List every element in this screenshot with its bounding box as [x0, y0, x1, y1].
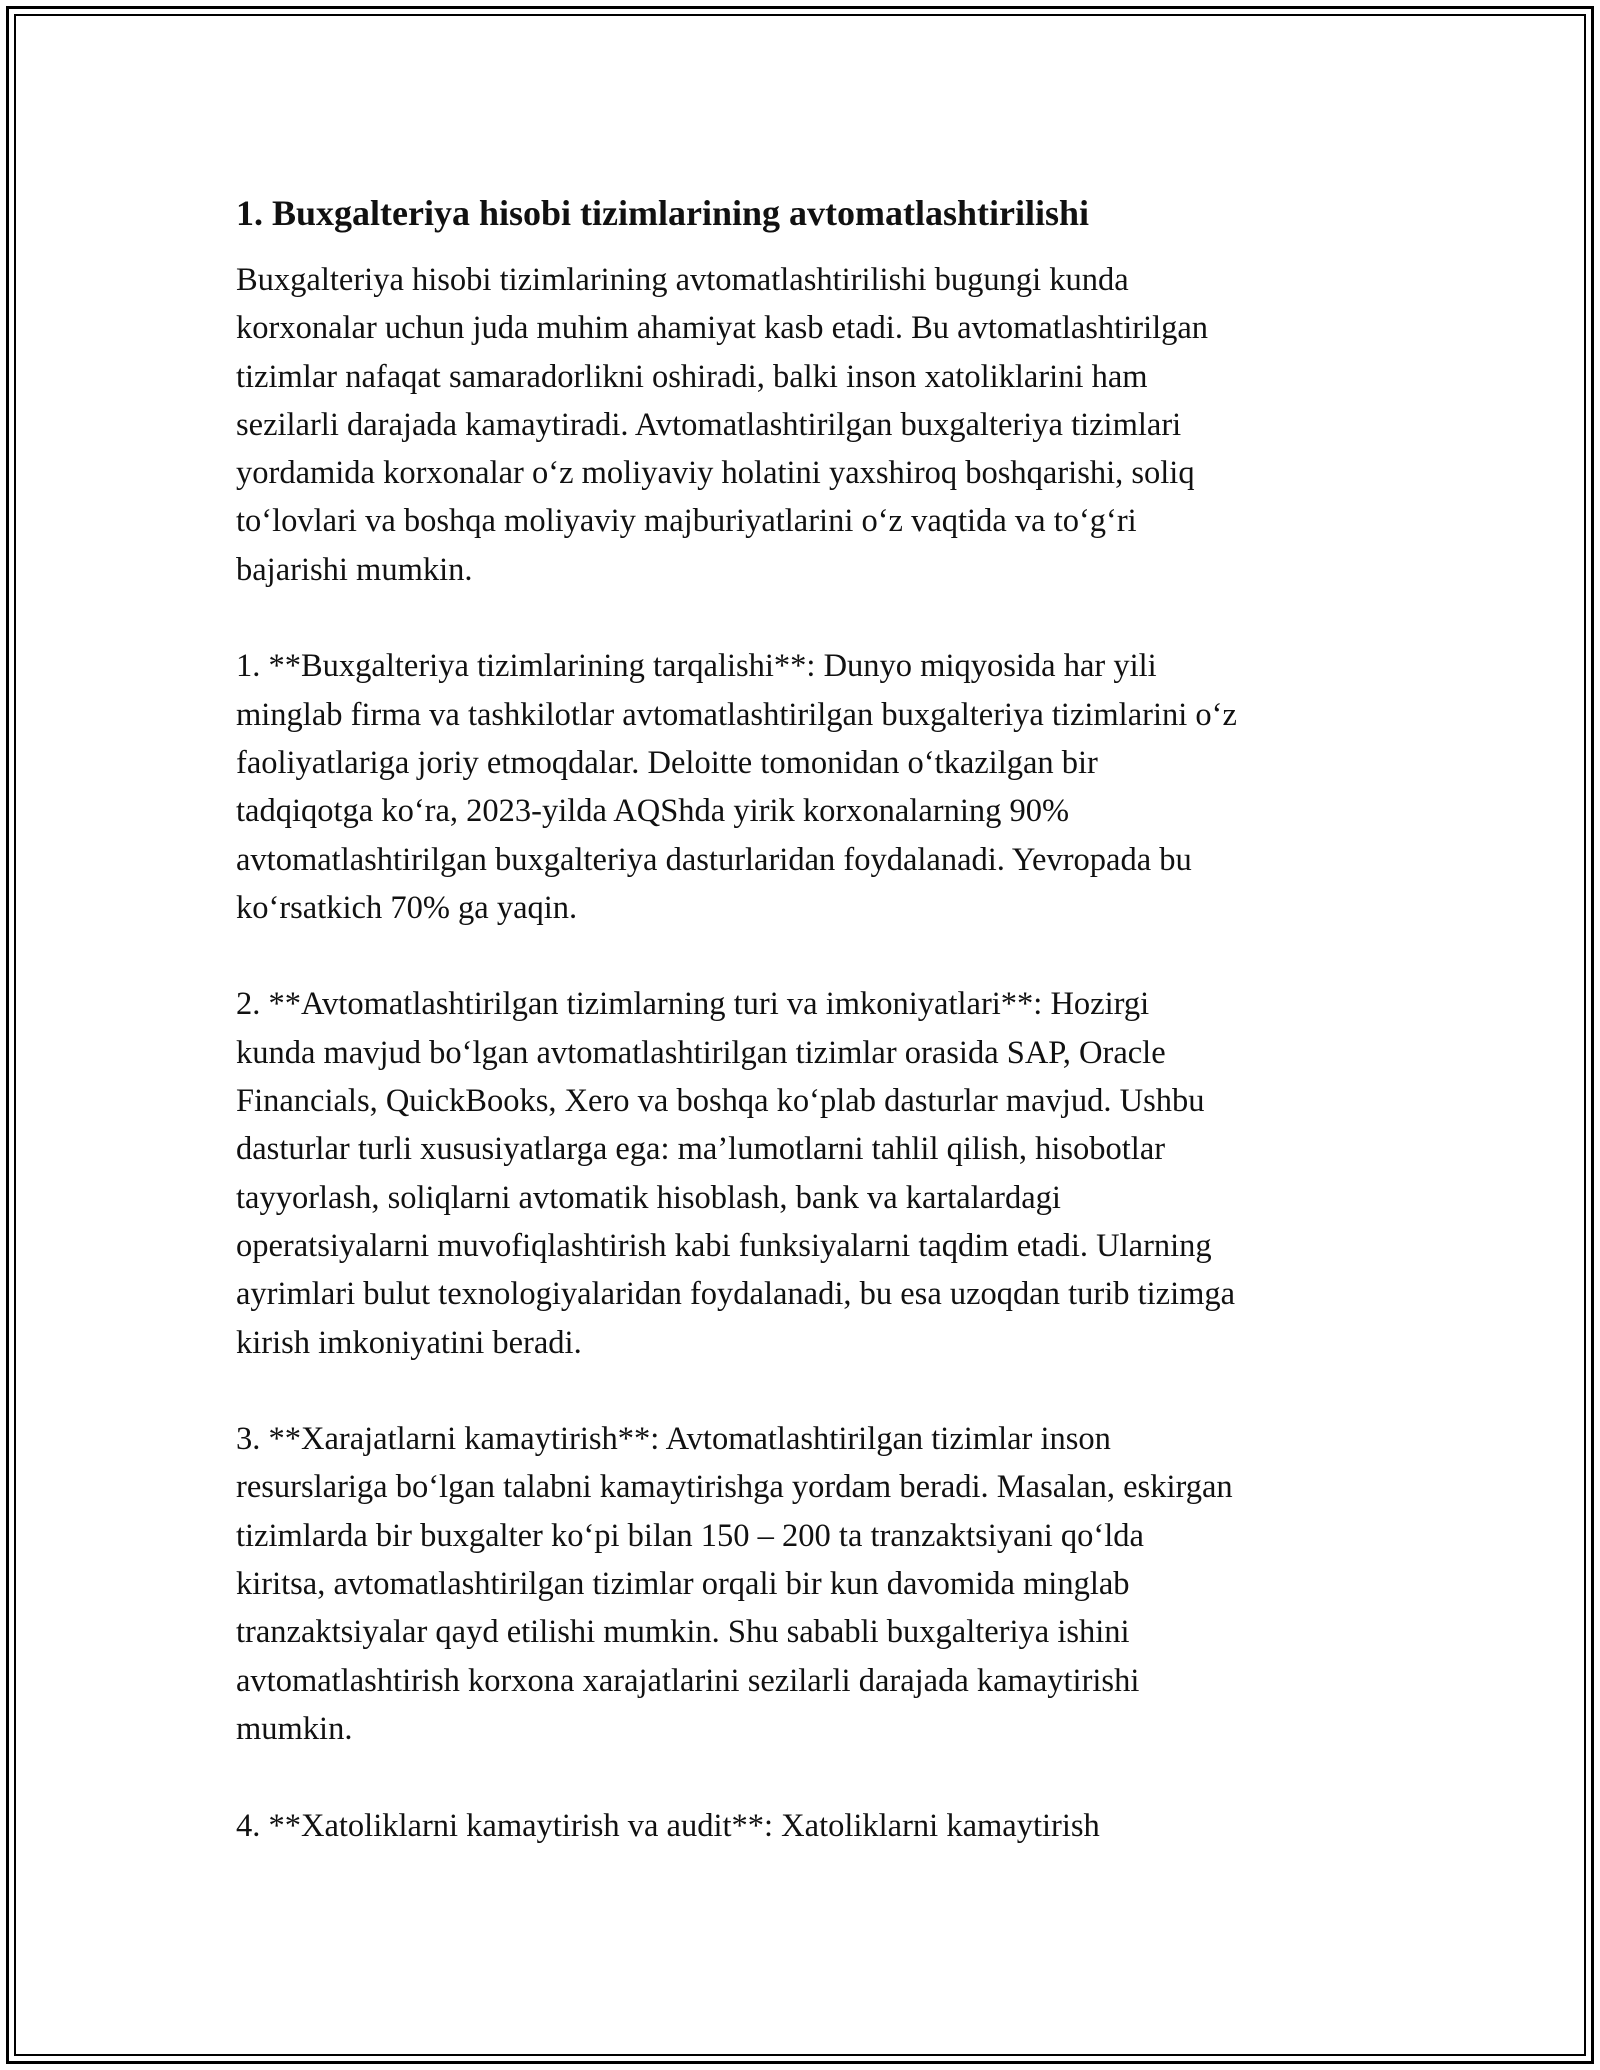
- document-body: [236, 186, 1376, 1850]
- paragraph-item-1: 1. **Buxgalteriya tizimlarining tarqalishi**: Dunyo miqyosida har yili minglab firma va tashkilotlar avtomatlashtirilgan buxgalteriya tizimlarini o‘z faoliyatlariga joriy etmoqdalar. Deloitte tomonidan o‘tkazilgan bir tadqiqotga ko‘ra, 2023-yilda AQShda yirik korxonalarning 90% avtomatlashtirilgan buxgalteriya dasturlaridan foydalanadi. Yevropada bu ko‘rsatkich 70% ga yaqin.: [236, 648, 1237, 926]
- paragraph-item-3: 3. **Xarajatlarni kamaytirish**: Avtomatlashtirilgan tizimlar inson resurslariga bo‘lgan talabni kamaytirishga yordam beradi. Masalan, eskirgan tizimlarda bir buxgalter ko‘pi bilan 150 – 200 ta tranzaktsiyani qo‘lda kiritsa, avtomatlashtirilgan tizimlar orqali bir kun davomida minglab tranzaktsiyalar qayd etilishi mumkin. Shu sababli buxgalteriya ishini avtomatlashtirish korxona xarajatlarini sezilarli darajada kamaytirishi mumkin.: [236, 1421, 1233, 1747]
- paragraph-intro: Buxgalteriya hisobi tizimlarining avtomatlashtirilishi bugungi kunda korxonalar uchun juda muhim ahamiyat kasb etadi. Bu avtomatlashtirilgan tizimlar nafaqat samaradorlikni oshiradi, balki inson xatoliklarini ham sezilarli darajada kamaytiradi. Avtomatlashtirilgan buxgalteriya tizimlari yordamida korxonalar o‘z moliyaviy holatini yaxshiroq boshqarishi, soliq to‘lovlari va boshqa moliyaviy majburiyatlarini o‘z vaqtida va to‘g‘ri bajarishi mumkin.: [236, 262, 1209, 588]
- paragraph-item-2: 2. **Avtomatlashtirilgan tizimlarning turi va imkoniyatlari**: Hozirgi kunda mavjud bo‘lgan avtomatlashtirilgan tizimlar orasida SAP, Oracle Financials, QuickBooks, Xero va boshqa ko‘plab dasturlar mavjud. Ushbu dasturlar turli xususiyatlarga ega: ma’lumotlarni tahlil qilish, hisobotlar tayyorlash, soliqlarni avtomatik hisoblash, bank va kartalardagi operatsiyalarni muvofiqlashtirish kabi funksiyalarni taqdim etadi. Ularning ayrimlari bulut texnologiyalaridan foydalanadi, bu esa uzoqdan turib tizimga kirish imkoniyatini beradi.: [236, 986, 1236, 1361]
- paragraph-item-4: 4. **Xatoliklarni kamaytirish va audit**: Xatoliklarni kamaytirish: [236, 1807, 1100, 1844]
- section-heading: 1. Buxgalteriya hisobi tizimlarining avtomatlashtirilishi: [236, 193, 1090, 233]
